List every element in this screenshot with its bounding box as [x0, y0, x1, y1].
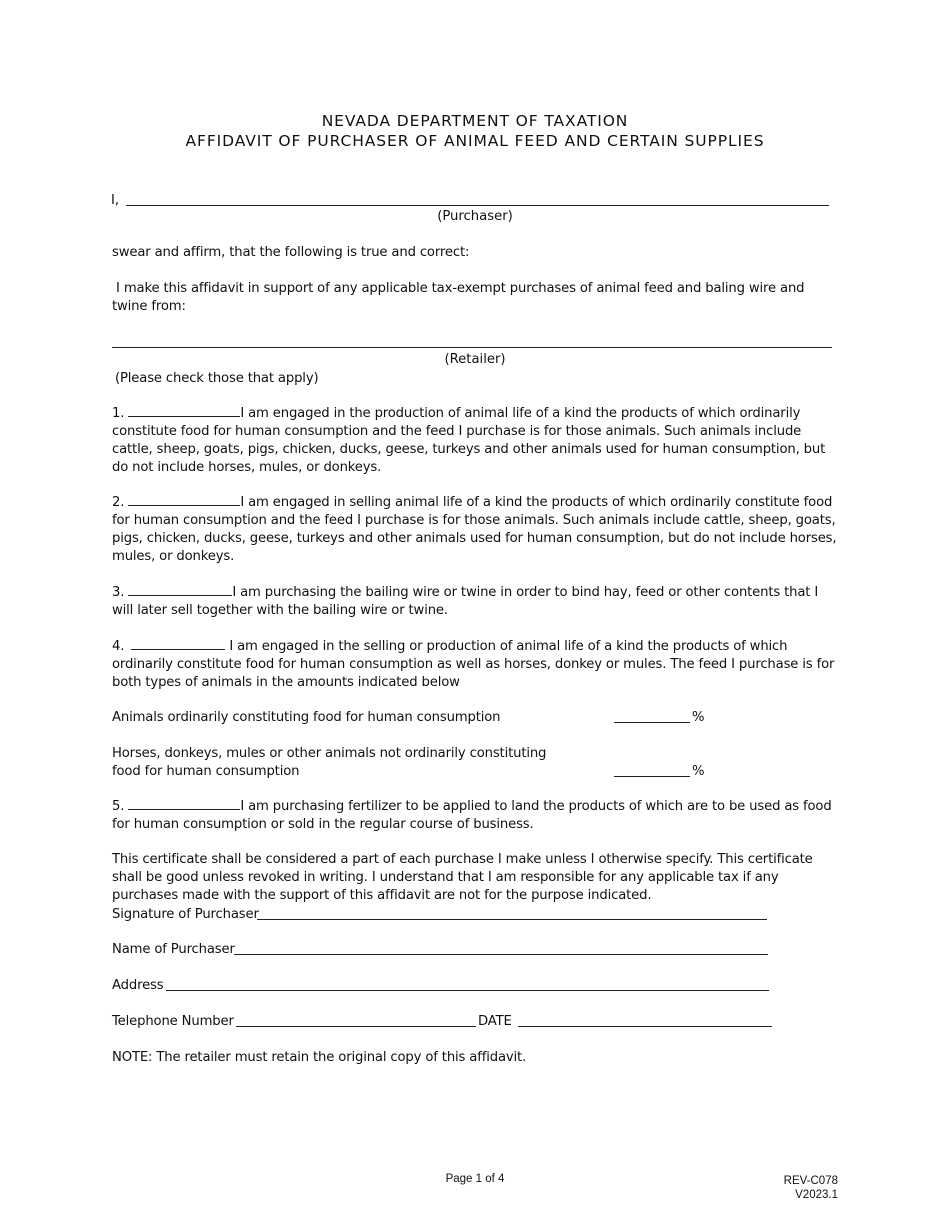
signature-label: Signature of Purchaser — [112, 907, 259, 922]
address-label: Address — [112, 978, 164, 993]
agency-title: NEVADA DEPARTMENT OF TAXATION — [321, 112, 629, 130]
other-animals-label-line2: food for human consumption — [112, 764, 300, 779]
purchaser-prefix: I, — [111, 193, 119, 208]
item-3-check-field[interactable] — [128, 584, 232, 596]
item-text: I am engaged in the selling or production of animal life of a kind the products of which ordinarily constitute food for human consumption as well as horses, donkey or mules. The feed I purchase is for both types of animals in the amounts indicated below — [112, 639, 835, 690]
item-4 — [112, 638, 842, 692]
item-text: I am purchasing fertilizer to be applied to land the products of which are to be used as food for human consumption or sold in the regular course of business. — [112, 799, 832, 832]
telephone-label: Telephone Number — [112, 1014, 234, 1029]
form-title: AFFIDAVIT OF PURCHASER OF ANIMAL FEED AND CERTAIN SUPPLIES — [185, 132, 765, 150]
check-instruction: (Please check those that apply) — [115, 371, 319, 386]
item-4-check-field[interactable] — [131, 638, 225, 650]
item-5-check-field[interactable] — [128, 798, 240, 810]
purchaser-label: (Purchaser) — [437, 209, 513, 224]
form-version: V2023.1 — [795, 1189, 838, 1201]
page-number: Page 1 of 4 — [445, 1173, 505, 1185]
item-number: 3. — [112, 585, 125, 600]
food-animals-label: Animals ordinarily constituting food for human consumption — [112, 710, 501, 725]
name-field[interactable] — [234, 954, 768, 955]
retailer-note: NOTE: The retailer must retain the original copy of this affidavit. — [112, 1050, 527, 1065]
date-label: DATE — [478, 1014, 512, 1029]
support-statement: I make this affidavit in support of any applicable tax-exempt purchases of animal feed and baling wire and twine from: — [112, 281, 809, 314]
retailer-label: (Retailer) — [444, 352, 506, 367]
other-animals-percent-field[interactable] — [614, 776, 690, 777]
form-code: REV-C078 — [783, 1175, 838, 1187]
swear-statement: swear and affirm, that the following is true and correct: — [112, 245, 470, 260]
item-1 — [112, 405, 842, 477]
item-2 — [112, 494, 842, 566]
item-number: 5. — [112, 799, 125, 814]
signature-field[interactable] — [257, 919, 767, 920]
date-field[interactable] — [518, 1026, 772, 1027]
item-1-check-field[interactable] — [128, 405, 240, 417]
percent-sign: % — [692, 764, 705, 779]
name-label: Name of Purchaser — [112, 942, 235, 957]
retailer-name-field[interactable] — [112, 347, 832, 348]
item-number: 1. — [112, 406, 125, 421]
purchaser-name-field[interactable] — [126, 205, 829, 206]
other-animals-label-line1: Horses, donkeys, mules or other animals not ordinarily constituting — [112, 746, 547, 761]
address-field[interactable] — [166, 990, 769, 991]
item-text: I am purchasing the bailing wire or twine in order to bind hay, feed or other contents that I will later sell together with the bailing wire or twine. — [112, 585, 819, 618]
item-text: I am engaged in selling animal life of a kind the products of which ordinarily constitute food for human consumption and the feed I purchase is for those animals. Such animals include cattle, sheep, goats, pigs, chicken, ducks, geese, turkeys and other animals used for human consumption, but do not include horses, mules, or donkeys. — [112, 495, 837, 564]
item-text: I am engaged in the production of animal life of a kind the products of which ordinarily constitute food for human consumption and the feed I purchase is for those animals. Such animals include cattle, sheep, goats, pigs, chicken, ducks, geese, turkeys and other animals used for human consumption, but do not include horses, mules, or donkeys. — [112, 406, 826, 475]
telephone-field[interactable] — [236, 1026, 476, 1027]
food-animals-percent-field[interactable] — [614, 722, 690, 723]
certificate-statement: This certificate shall be considered a part of each purchase I make unless I otherwise specify. This certificate shall be good unless revoked in writing. I understand that I am responsible for any applicable tax if any purchases made with the support of this affidavit are not for the purpose indicated. — [112, 852, 813, 903]
item-3 — [112, 584, 842, 620]
item-5 — [112, 798, 842, 834]
item-number: 2. — [112, 495, 125, 510]
item-number: 4. — [112, 639, 125, 654]
item-2-check-field[interactable] — [128, 494, 240, 506]
percent-sign: % — [692, 710, 705, 725]
